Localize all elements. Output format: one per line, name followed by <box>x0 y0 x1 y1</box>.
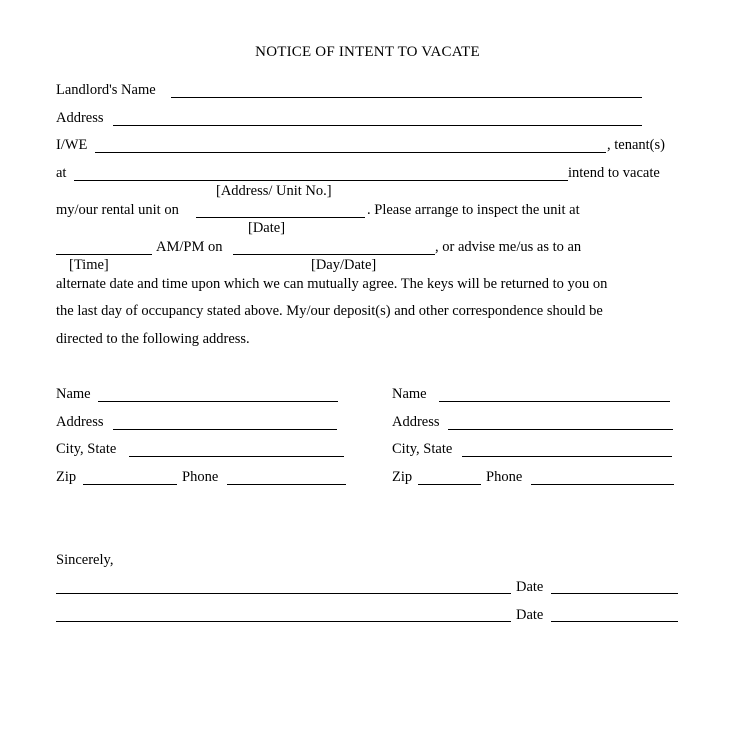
vacate-date-field[interactable] <box>196 217 365 218</box>
contact2-address-field[interactable] <box>448 429 673 430</box>
paragraph-line-1: alternate date and time upon which we can mutually agree. The keys will be returned to you on <box>56 276 608 292</box>
contact1-city-state-label: City, State <box>56 441 117 457</box>
vacate-address-field[interactable] <box>74 180 568 181</box>
contact2-zip-label: Zip <box>392 469 413 485</box>
contact1-address-label: Address <box>56 414 104 430</box>
paragraph-line-2: the last day of occupancy stated above. My/our deposit(s) and other correspondence should be <box>56 303 603 319</box>
intend-to-vacate-label: intend to vacate <box>568 165 660 181</box>
contact2-phone-label: Phone <box>486 469 523 485</box>
inspect-time-field[interactable] <box>56 254 152 255</box>
signature-2-field[interactable] <box>56 621 511 622</box>
contact2-name-field[interactable] <box>439 401 670 402</box>
rental-unit-label: my/our rental unit on <box>56 202 179 218</box>
date-caption: [Date] <box>248 220 286 236</box>
contact2-city-state-field[interactable] <box>462 456 672 457</box>
tenant-names-label: I/WE <box>56 137 88 153</box>
inspect-label: . Please arrange to inspect the unit at <box>367 202 580 218</box>
contact2-zip-field[interactable] <box>418 484 481 485</box>
at-label: at <box>56 165 67 181</box>
signature-1-field[interactable] <box>56 593 511 594</box>
contact1-name-label: Name <box>56 386 91 402</box>
contact1-phone-field[interactable] <box>227 484 346 485</box>
contact2-name-label: Name <box>392 386 427 402</box>
tenants-label: , tenant(s) <box>607 137 665 153</box>
ampm-label: AM/PM on <box>156 239 223 255</box>
landlord-name-field[interactable] <box>171 97 642 98</box>
signature-1-date-label: Date <box>516 579 544 595</box>
landlord-name-label: Landlord's Name <box>56 82 156 98</box>
signature-1-date-field[interactable] <box>551 593 678 594</box>
contact1-address-field[interactable] <box>113 429 337 430</box>
contact2-city-state-label: City, State <box>392 441 453 457</box>
daydate-caption: [Day/Date] <box>311 257 377 273</box>
contact1-zip-label: Zip <box>56 469 77 485</box>
sincerely-label: Sincerely, <box>56 552 114 568</box>
address-unit-caption: [Address/ Unit No.] <box>216 183 332 199</box>
contact1-zip-field[interactable] <box>83 484 177 485</box>
landlord-address-field[interactable] <box>113 125 642 126</box>
signature-2-date-field[interactable] <box>551 621 678 622</box>
time-caption: [Time] <box>69 257 109 273</box>
tenant-names-field[interactable] <box>95 152 606 153</box>
signature-2-date-label: Date <box>516 607 544 623</box>
advise-label: , or advise me/us as to an <box>435 239 582 255</box>
contact2-address-label: Address <box>392 414 440 430</box>
contact2-phone-field[interactable] <box>531 484 674 485</box>
page-title: NOTICE OF INTENT TO VACATE <box>255 44 480 60</box>
contact1-name-field[interactable] <box>98 401 338 402</box>
paragraph-line-3: directed to the following address. <box>56 331 250 347</box>
inspect-daydate-field[interactable] <box>233 254 435 255</box>
contact1-city-state-field[interactable] <box>129 456 344 457</box>
landlord-address-label: Address <box>56 110 104 126</box>
contact1-phone-label: Phone <box>182 469 219 485</box>
